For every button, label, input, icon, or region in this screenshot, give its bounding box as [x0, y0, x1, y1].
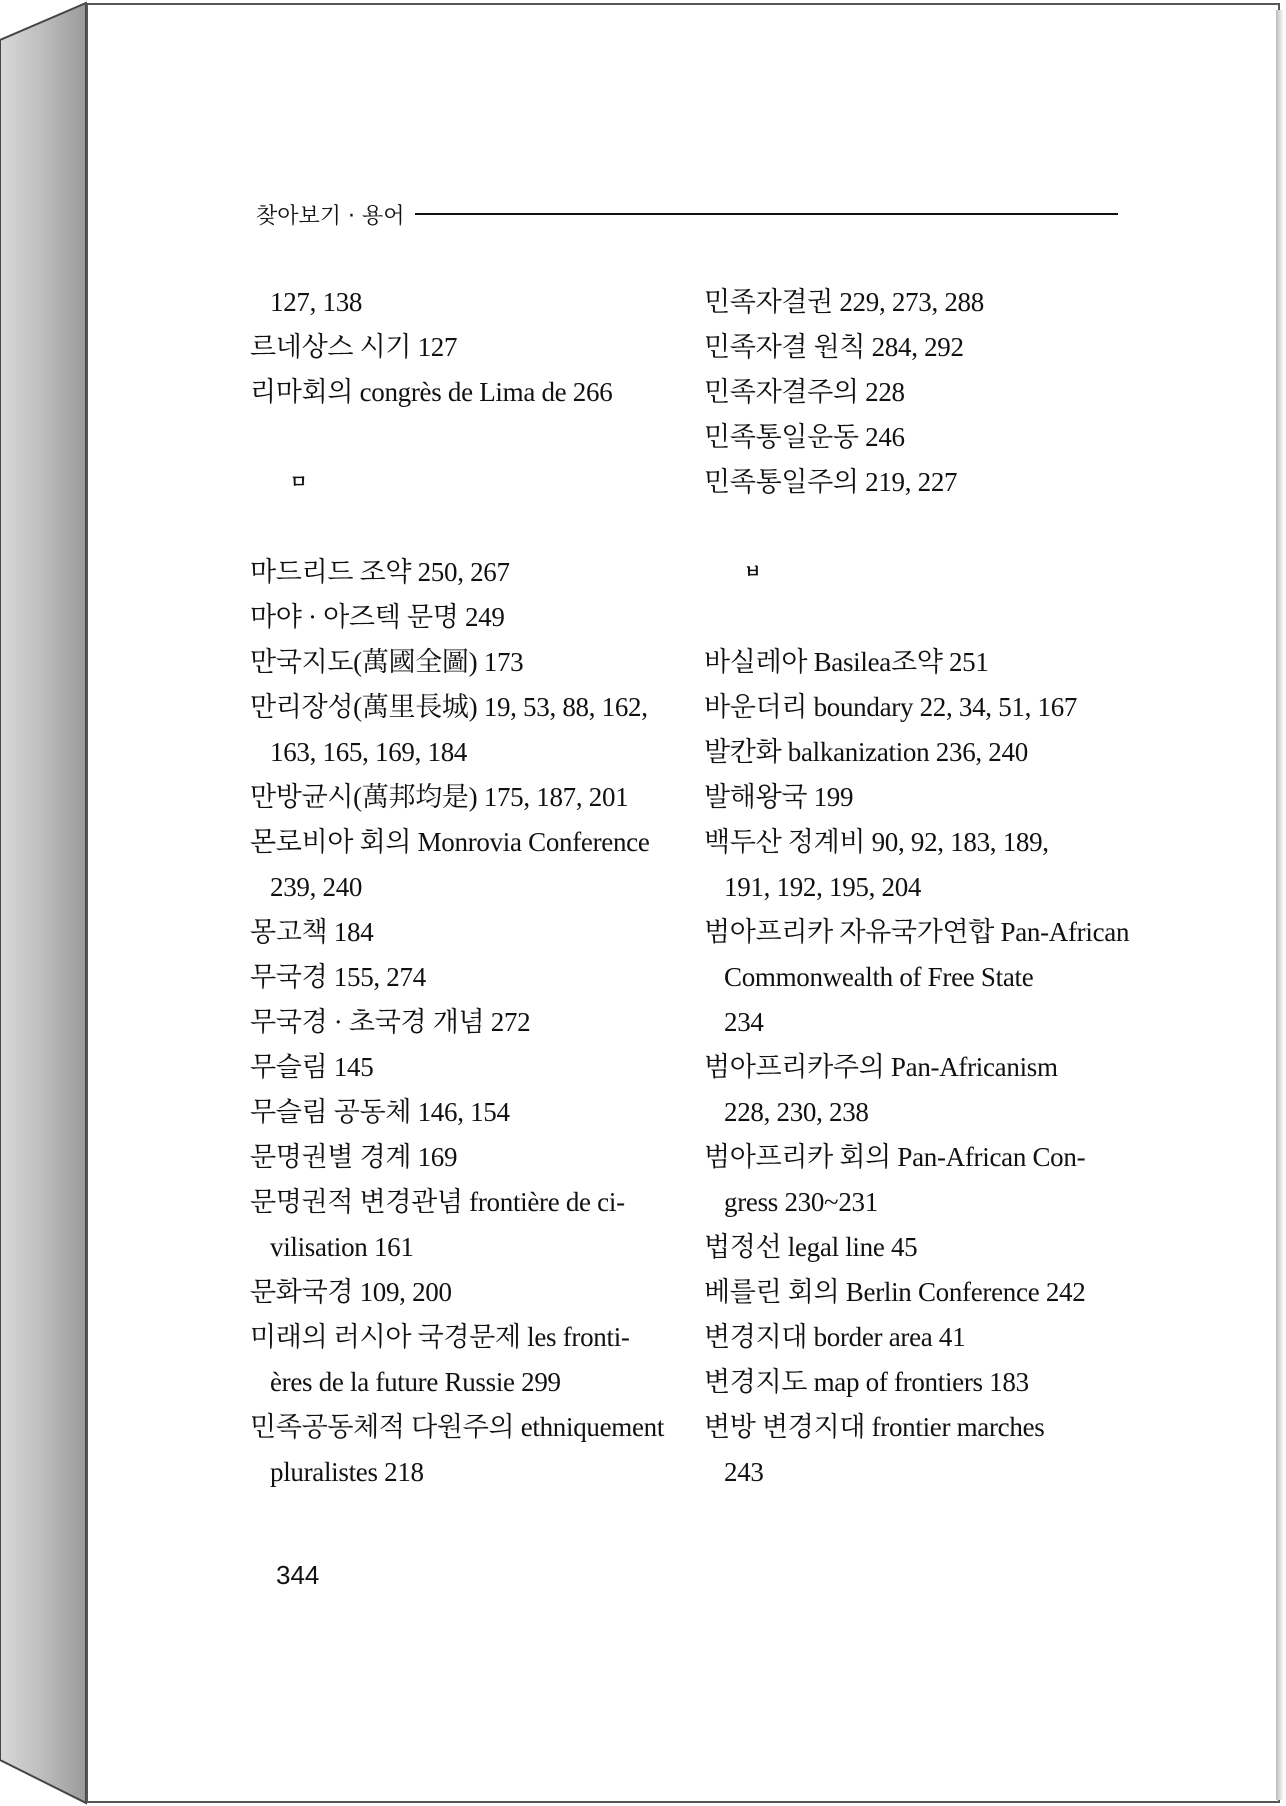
index-entry: 변경지대 border area 41 — [704, 1322, 966, 1352]
index-spacer — [250, 505, 664, 550]
index-entry-continuation: 239, 240 — [270, 872, 363, 902]
index-entry: 민족자결 원칙 284, 292 — [704, 332, 964, 362]
running-head-rule — [415, 213, 1119, 215]
page-edge-shadow — [1276, 10, 1284, 1800]
index-entry: 민족공동체적 다원주의 ethniquement — [250, 1412, 665, 1442]
index-entry-continuation: 243 — [724, 1457, 764, 1487]
index-entry: 바실레아 Basilea조약 251 — [704, 647, 989, 677]
index-entry-continuation: 163, 165, 169, 184 — [270, 737, 468, 767]
index-entry-continuation: ères de la future Russie 299 — [270, 1367, 561, 1397]
index-entry: 변방 변경지대 frontier marches — [704, 1412, 1045, 1442]
index-entry: 백두산 정계비 90, 92, 183, 189, — [704, 827, 1049, 857]
index-entry: 몬로비아 회의 Monrovia Conference — [250, 827, 650, 857]
index-entry: 무국경 155, 274 — [250, 962, 426, 992]
index-entry: 미래의 러시아 국경문제 les fronti- — [250, 1322, 630, 1352]
index-entry: 무슬림 145 — [250, 1052, 374, 1082]
index-entry: 발해왕국 199 — [704, 782, 854, 812]
index-entry: 변경지도 map of frontiers 183 — [704, 1367, 1029, 1397]
index-entry: 만방균시(萬邦均是) 175, 187, 201 — [250, 782, 629, 812]
index-entry: 무국경 · 초국경 개념 272 — [250, 1007, 531, 1037]
index-entry: 리마회의 congrès de Lima de 266 — [250, 377, 613, 407]
index-entry-continuation: 234 — [724, 1007, 764, 1037]
index-entry: 발칸화 balkanization 236, 240 — [704, 737, 1028, 767]
index-entry: 문화국경 109, 200 — [250, 1277, 452, 1307]
index-spacer — [250, 415, 664, 460]
running-head — [256, 196, 1118, 232]
book-spine — [0, 0, 88, 1806]
index-entry: 민족통일주의 219, 227 — [704, 467, 958, 497]
index-entry: 무슬림 공동체 146, 154 — [250, 1097, 510, 1127]
index-spacer — [704, 505, 1118, 550]
index-column-left — [250, 280, 664, 1495]
index-entry: 만리장성(萬里長城) 19, 53, 88, 162, — [250, 692, 648, 722]
index-entry: 마드리드 조약 250, 267 — [250, 557, 510, 587]
index-entry: 바운더리 boundary 22, 34, 51, 167 — [704, 692, 1078, 722]
index-entry: 법정선 legal line 45 — [704, 1232, 918, 1262]
index-entry-continuation: 228, 230, 238 — [724, 1097, 869, 1127]
index-entry: 민족자결권 229, 273, 288 — [704, 287, 984, 317]
index-entry-continuation: gress 230~231 — [724, 1187, 878, 1217]
index-entry: 몽고책 184 — [250, 917, 374, 947]
index-entry-continuation: pluralistes 218 — [270, 1457, 424, 1487]
index-entry-continuation: 127, 138 — [270, 287, 363, 317]
index-section-heading: ㅁ — [290, 472, 308, 493]
page-number: 344 — [276, 1560, 320, 1590]
index-entry: 범아프리카 자유국가연합 Pan-African — [704, 917, 1130, 947]
index-entry: 베를린 회의 Berlin Conference 242 — [704, 1277, 1086, 1307]
index-entry: 만국지도(萬國全圖) 173 — [250, 647, 524, 677]
running-head-title: 찾아보기 · 용어 — [256, 203, 405, 229]
index-spacer — [704, 595, 1118, 640]
index-column-right — [704, 280, 1130, 1495]
index-entry: 민족자결주의 228 — [704, 377, 905, 407]
index-section-heading: ㅂ — [744, 562, 762, 583]
index-entry-continuation: 191, 192, 195, 204 — [724, 872, 922, 902]
index-entry: 마야 · 아즈텍 문명 249 — [250, 602, 505, 632]
index-entry: 범아프리카 회의 Pan-African Con- — [704, 1142, 1086, 1172]
index-entry: 문명권별 경계 169 — [250, 1142, 458, 1172]
index-entry-continuation: Commonwealth of Free State — [724, 962, 1034, 992]
index-entry-continuation: vilisation 161 — [270, 1232, 414, 1262]
index-entry: 문명권적 변경관념 frontière de ci- — [250, 1187, 625, 1217]
index-entry: 범아프리카주의 Pan-Africanism — [704, 1052, 1058, 1082]
index-entry: 르네상스 시기 127 — [250, 332, 458, 362]
index-entry: 민족통일운동 246 — [704, 422, 905, 452]
